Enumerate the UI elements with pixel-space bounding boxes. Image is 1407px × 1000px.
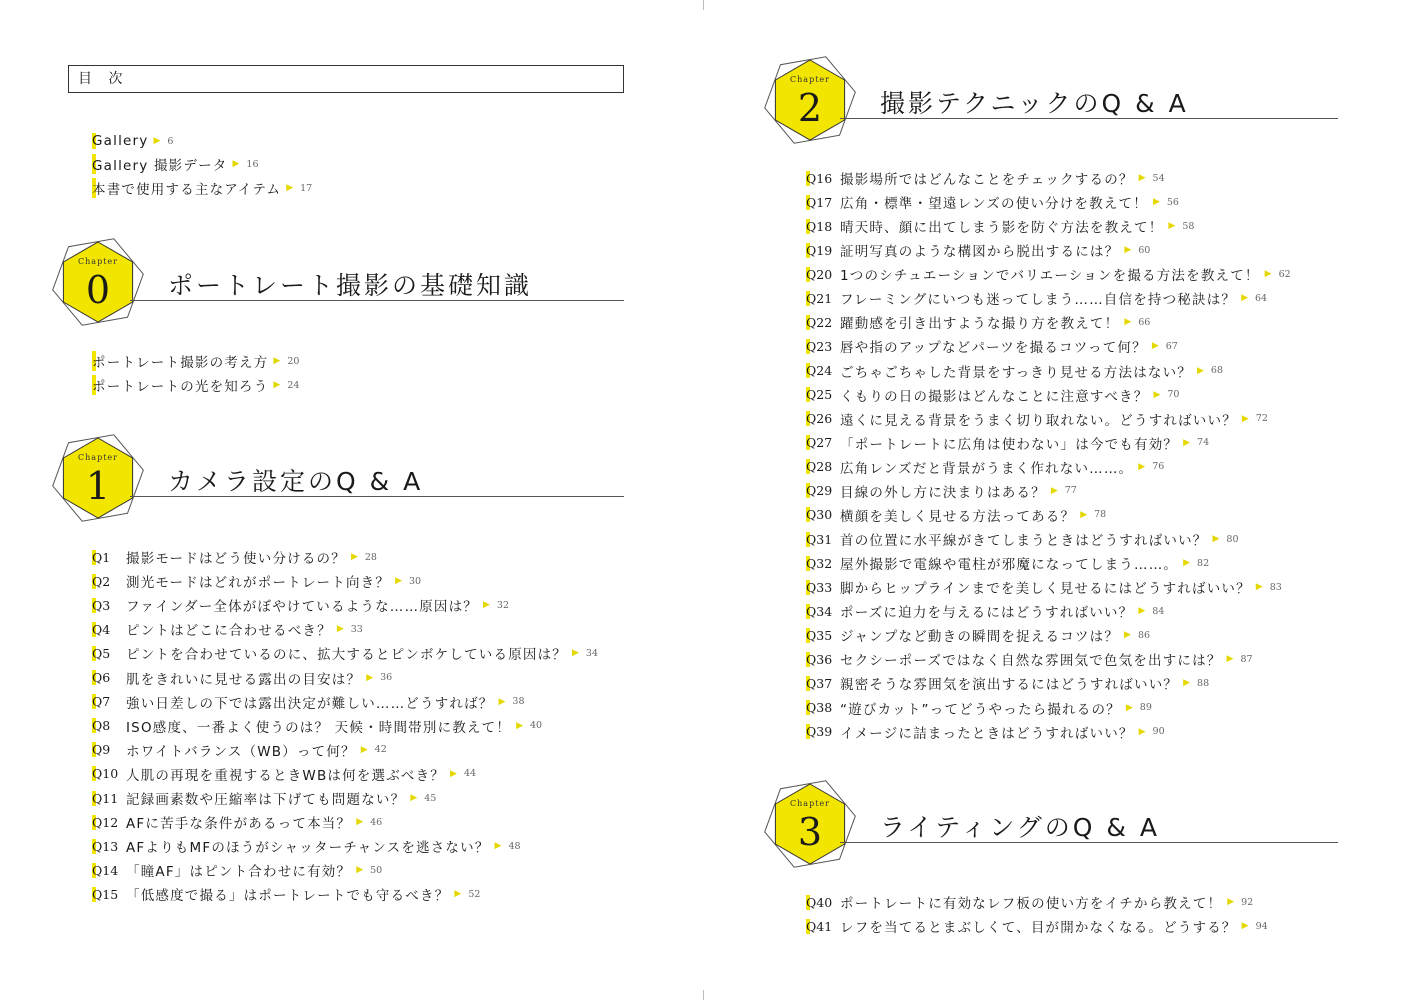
page-pointer-icon: ▶: [1124, 317, 1132, 328]
toc-entry[interactable]: [806, 385, 1179, 405]
page-number: 67: [1165, 340, 1178, 352]
page-number: 48: [508, 840, 521, 852]
entry-title: ピントを合わせているのに、拡大するとピンボケしている原因は？: [126, 647, 567, 664]
toc-entry[interactable]: [806, 409, 1268, 429]
page-pointer-icon: ▶: [395, 576, 402, 587]
page-pointer-icon: ▶: [1151, 341, 1159, 352]
entry-title: 肌をきれいに見せる露出の目安は？: [126, 671, 362, 688]
question-number: Q37: [806, 676, 840, 691]
page-number: 42: [374, 744, 387, 756]
toc-entry[interactable]: [806, 481, 1077, 501]
question-number: Q18: [806, 219, 840, 234]
page-pointer-icon: ▶: [498, 696, 506, 707]
page-pointer-icon: ▶: [1255, 582, 1263, 593]
question-number: Q21: [806, 291, 840, 306]
page-pointer-icon: ▶: [494, 841, 502, 852]
question-number: Q28: [806, 459, 840, 474]
toc-entry[interactable]: [806, 288, 1267, 308]
entry-title: 広角レンズだと背景がうまく作れない……。: [840, 460, 1134, 477]
toc-entry[interactable]: [806, 505, 1106, 525]
page-number: 74: [1197, 437, 1210, 449]
question-number: Q22: [806, 315, 840, 330]
page-number: 82: [1197, 557, 1210, 569]
entry-title: 首の位置に水平線がきてしまうときはどうすればいい？: [840, 533, 1208, 550]
page-pointer-icon: ▶: [1212, 534, 1220, 545]
page-number: 28: [364, 551, 377, 563]
page-pointer-icon: ▶: [153, 136, 161, 146]
toc-entry[interactable]: [92, 547, 377, 567]
page-pointer-icon: ▶: [1183, 437, 1191, 448]
toc-entry[interactable]: [806, 529, 1239, 549]
page-number: 80: [1226, 533, 1239, 545]
toc-entry[interactable]: [92, 131, 173, 151]
entry-title: 躍動感を引き出すような撮り方を教えて！: [840, 316, 1120, 333]
entry-title: 本書で使用する主なアイテム: [92, 178, 281, 198]
toc-entry[interactable]: [92, 178, 312, 198]
toc-entry[interactable]: [92, 740, 387, 760]
toc-entry[interactable]: [806, 240, 1150, 260]
page-pointer-icon: ▶: [1138, 461, 1146, 472]
page-pointer-icon: ▶: [1124, 630, 1131, 641]
question-number: Q16: [806, 171, 840, 186]
toc-entry[interactable]: [806, 192, 1179, 212]
page-pointer-icon: ▶: [483, 600, 490, 611]
toc-entry[interactable]: [806, 649, 1253, 669]
chapter-number: 1: [85, 464, 111, 508]
question-number: Q20: [806, 267, 840, 282]
question-number: Q4: [92, 622, 126, 637]
chapter-label: Chapter: [790, 75, 830, 84]
chapter-label: Chapter: [790, 799, 830, 808]
chapter-title: ライティングのQ & A: [880, 813, 1160, 842]
entry-title: 測光モードはどれがポートレート向き？: [126, 575, 391, 592]
entry-title: ファインダー全体がぼやけているような……原因は？: [126, 599, 478, 616]
page-number: 54: [1152, 172, 1165, 184]
entry-title: “遊びカット”ってどうやったら撮れるの？: [840, 701, 1121, 718]
entry-title: Gallery 撮影データ: [92, 154, 227, 174]
toc-entry[interactable]: [806, 698, 1152, 718]
toc-entry[interactable]: [92, 836, 521, 856]
chapter-hexagon-badge: [48, 428, 148, 532]
page-number: 24: [287, 379, 300, 391]
toc-entry[interactable]: [92, 812, 382, 832]
page-pointer-icon: ▶: [454, 889, 462, 900]
page-pointer-icon: ▶: [1241, 413, 1249, 424]
question-number: Q1: [92, 550, 126, 565]
question-number: Q19: [806, 243, 840, 258]
chapter-title: 撮影テクニックのQ & A: [880, 89, 1189, 118]
entry-title: 「ポートレートに広角は使わない」は今でも有効？: [840, 436, 1179, 453]
question-number: Q39: [806, 724, 840, 739]
page-pointer-icon: ▶: [1138, 726, 1146, 737]
page-pointer-icon: ▶: [356, 865, 364, 876]
toc-entry[interactable]: [806, 433, 1209, 453]
page-pointer-icon: ▶: [273, 356, 281, 366]
page-number: 17: [300, 182, 313, 194]
page-pointer-icon: ▶: [1153, 389, 1161, 400]
page-pointer-icon: ▶: [1226, 654, 1234, 665]
entry-title: 晴天時、顔に出てしまう影を防ぐ方法を教えて！: [840, 220, 1164, 237]
page-number: 40: [530, 720, 543, 732]
gutter-bottom-mark: [703, 990, 704, 1000]
page-number: 30: [408, 575, 422, 587]
entry-title: 横顔を美しく見せる方法ってある？: [840, 508, 1076, 525]
chapter-label: Chapter: [78, 257, 118, 266]
question-number: Q23: [806, 339, 840, 354]
toc-entry[interactable]: [806, 577, 1282, 597]
question-number: Q11: [92, 791, 126, 806]
page-number: 16: [246, 158, 259, 170]
page-number: 20: [287, 355, 300, 367]
page-number: 33: [350, 623, 363, 635]
question-number: Q15: [92, 887, 126, 902]
page-number: 45: [424, 792, 437, 804]
entry-title: セクシーポーズではなく自然な雰囲気で色気を出すには？: [840, 653, 1222, 670]
chapter-label: Chapter: [78, 453, 118, 462]
entry-title: イメージに詰まったときはどうすればいい？: [840, 725, 1134, 742]
question-number: Q25: [806, 387, 840, 402]
page-number: 88: [1197, 677, 1210, 689]
toc-header: 目 次: [78, 71, 129, 87]
entry-title: 「瞳AF」はピント合わせに有効？: [126, 864, 352, 881]
chapter-rule: [840, 842, 1338, 843]
toc-entry[interactable]: [806, 361, 1223, 381]
entry-title: Gallery: [92, 133, 149, 149]
question-number: Q3: [92, 598, 126, 613]
entry-title: 脚からヒップラインまでを美しく見せるにはどうすればいい？: [840, 581, 1251, 598]
entry-title: フレーミングにいつも迷ってしまう……自信を持つ秘訣は？: [840, 292, 1237, 309]
entry-title: 広角・標準・望遠レンズの使い分けを教えて！: [840, 196, 1148, 213]
page-number: 60: [1138, 244, 1151, 256]
question-number: Q31: [806, 532, 840, 547]
question-number: Q24: [806, 363, 840, 378]
toc-entry[interactable]: [92, 619, 363, 639]
question-number: Q40: [806, 895, 840, 910]
toc-entry[interactable]: [806, 892, 1253, 912]
page-number: 32: [496, 599, 510, 611]
chapter-number: 3: [797, 810, 823, 854]
toc-entry[interactable]: [806, 673, 1209, 693]
question-number: Q26: [806, 411, 840, 426]
page-pointer-icon: ▶: [572, 648, 579, 659]
chapter-hexagon-badge: [760, 50, 860, 154]
page-pointer-icon: ▶: [273, 380, 281, 390]
page-pointer-icon: ▶: [1183, 558, 1191, 569]
page-pointer-icon: ▶: [360, 744, 368, 755]
page-number: 38: [512, 696, 525, 708]
entry-title: 1つのシチュエーションでバリエーションを撮る方法を教えて！: [840, 268, 1260, 285]
entry-title: 遠くに見える背景をうまく切り取れない。どうすればいい？: [840, 412, 1237, 429]
page-pointer-icon: ▶: [356, 817, 364, 828]
page-gutter: [703, 0, 704, 1000]
toc-entry[interactable]: [806, 625, 1150, 645]
page-pointer-icon: ▶: [1183, 678, 1191, 689]
question-number: Q14: [92, 863, 126, 878]
question-number: Q9: [92, 742, 126, 757]
page-pointer-icon: ▶: [450, 768, 457, 779]
chapter-title: カメラ設定のQ & A: [168, 467, 424, 496]
entry-title: ポートレート撮影の考え方: [92, 351, 268, 371]
page-pointer-icon: ▶: [1241, 293, 1249, 304]
toc-entry[interactable]: [92, 595, 509, 615]
page-number: 52: [468, 888, 481, 900]
question-number: Q5: [92, 646, 126, 661]
chapter-hexagon-badge: [48, 232, 148, 336]
page-pointer-icon: ▶: [1125, 702, 1133, 713]
toc-entry[interactable]: [92, 692, 525, 712]
question-number: Q27: [806, 435, 840, 450]
toc-entry[interactable]: [806, 336, 1178, 356]
entry-title: ピントはどこに合わせるべき？: [126, 623, 332, 640]
page-pointer-icon: ▶: [1138, 606, 1146, 617]
page-pointer-icon: ▶: [1241, 921, 1249, 931]
page-pointer-icon: ▶: [350, 552, 358, 562]
toc-entry[interactable]: [92, 884, 480, 904]
page-pointer-icon: ▶: [1124, 245, 1132, 256]
toc-entry[interactable]: [806, 216, 1194, 236]
page-pointer-icon: ▶: [1227, 897, 1235, 907]
question-number: Q10: [92, 766, 126, 781]
chapter-rule: [840, 118, 1338, 119]
entry-title: ISO感度、一番よく使うのは？ 天候・時間帯別に教えて！: [126, 719, 512, 736]
toc-entry[interactable]: [92, 154, 259, 174]
page-number: 94: [1255, 920, 1268, 932]
toc-entry[interactable]: [92, 375, 299, 395]
entry-title: レフを当てるとまぶしくて、目が開かなくなる。どうする？: [840, 920, 1237, 936]
page-number: 86: [1137, 629, 1151, 641]
page-number: 6: [167, 135, 174, 147]
chapter-rule: [130, 496, 624, 497]
chapter-hexagon-badge: [760, 774, 860, 878]
page-number: 89: [1139, 702, 1152, 714]
page-pointer-icon: ▶: [1168, 221, 1176, 232]
question-number: Q38: [806, 700, 840, 715]
entry-title: ジャンプなど動きの瞬間を捉えるコツは？: [840, 629, 1120, 646]
page-number: 50: [370, 864, 383, 876]
toc-entry[interactable]: [806, 722, 1165, 742]
toc-entry[interactable]: [92, 716, 542, 736]
page-number: 72: [1255, 413, 1268, 425]
question-number: Q2: [92, 574, 126, 589]
page-number: 44: [463, 768, 477, 780]
entry-title: AFよりもMFのほうがシャッターチャンスを逃さない？: [126, 840, 490, 857]
toc-entry[interactable]: [92, 643, 598, 663]
question-number: Q17: [806, 195, 840, 210]
entry-title: ポートレートの光を知ろう: [92, 375, 268, 395]
page-pointer-icon: ▶: [410, 793, 418, 803]
page-number: 70: [1167, 389, 1180, 401]
entry-title: 記録画素数や圧縮率は下げても問題ない？: [126, 792, 406, 808]
page-pointer-icon: ▶: [366, 672, 374, 683]
toc-entry[interactable]: [92, 668, 392, 688]
page-number: 58: [1182, 220, 1195, 232]
chapter-rule: [130, 300, 624, 301]
entry-title: ポートレートに有効なレフ板の使い方をイチから教えて！: [840, 896, 1223, 912]
page-pointer-icon: ▶: [516, 720, 523, 731]
entry-title: 証明写真のような構図から脱出するには？: [840, 244, 1120, 261]
page-number: 83: [1269, 581, 1282, 593]
entry-title: AFに苦手な条件があるって本当？: [126, 816, 352, 833]
page-number: 66: [1138, 316, 1151, 328]
toc-entry[interactable]: [92, 788, 436, 808]
page-pointer-icon: ▶: [1138, 173, 1146, 183]
question-number: Q12: [92, 815, 126, 830]
page-number: 92: [1241, 896, 1254, 908]
question-number: Q33: [806, 580, 840, 595]
entry-title: 唇や指のアップなどパーツを撮るコツって何？: [840, 340, 1147, 357]
entry-title: 親密そうな雰囲気を演出するにはどうすればいい？: [840, 677, 1179, 694]
page-number: 90: [1152, 726, 1165, 738]
entry-title: 「低感度で撮る」はポートレートでも守るべき？: [126, 888, 450, 905]
question-number: Q29: [806, 483, 840, 498]
page-pointer-icon: ▶: [1197, 365, 1204, 376]
page-number: 76: [1152, 461, 1165, 473]
page-number: 64: [1255, 292, 1268, 304]
toc-entry[interactable]: [806, 312, 1150, 332]
page-number: 36: [380, 672, 393, 683]
page-pointer-icon: ▶: [1050, 485, 1058, 496]
toc-entry[interactable]: [806, 457, 1164, 477]
question-number: Q7: [92, 694, 126, 709]
page-pointer-icon: ▶: [1080, 509, 1088, 520]
toc-header-box: [68, 65, 624, 93]
toc-entry[interactable]: [806, 553, 1209, 573]
entry-title: ポーズに迫力を与えるにはどうすればいい？: [840, 605, 1134, 622]
entry-title: 撮影場所ではどんなことをチェックするの？: [840, 172, 1134, 188]
question-number: Q32: [806, 556, 840, 571]
question-number: Q30: [806, 507, 840, 522]
question-number: Q13: [92, 839, 126, 854]
page-number: 56: [1166, 196, 1179, 208]
entry-title: 屋外撮影で電線や電柱が邪魔になってしまう……。: [840, 557, 1179, 574]
chapter-number: 0: [85, 268, 111, 312]
page-pointer-icon: ▶: [1264, 269, 1272, 280]
page-pointer-icon: ▶: [286, 183, 294, 193]
entry-title: 人肌の再現を重視するときWBは何を選ぶべき？: [126, 767, 446, 784]
entry-title: 目線の外し方に決まりはある？: [840, 484, 1046, 501]
page-pointer-icon: ▶: [232, 159, 240, 169]
entry-title: 撮影モードはどう使い分けるの？: [126, 551, 346, 567]
page-number: 84: [1152, 605, 1165, 617]
entry-title: ごちゃごちゃした背景をすっきり見せる方法はない？: [840, 364, 1192, 381]
page-number: 46: [370, 816, 383, 828]
toc-entry[interactable]: [92, 860, 382, 880]
chapter-title: ポートレート撮影の基礎知識: [168, 271, 533, 300]
chapter-number: 2: [797, 86, 823, 130]
toc-entry[interactable]: [806, 264, 1291, 284]
page-number: 87: [1240, 653, 1253, 665]
toc-entry[interactable]: [92, 571, 421, 591]
page-number: 78: [1094, 509, 1107, 521]
question-number: Q35: [806, 628, 840, 643]
page-number: 62: [1278, 268, 1291, 280]
gutter-top-mark: [703, 0, 704, 10]
page-number: 68: [1210, 365, 1224, 377]
entry-title: ホワイトバランス（WB）って何？: [126, 743, 356, 760]
page-pointer-icon: ▶: [336, 624, 344, 635]
question-number: Q8: [92, 718, 126, 733]
question-number: Q34: [806, 604, 840, 619]
toc-entry[interactable]: [806, 601, 1164, 621]
question-number: Q36: [806, 652, 840, 667]
page-pointer-icon: ▶: [1152, 197, 1160, 208]
question-number: Q41: [806, 919, 840, 934]
toc-entry[interactable]: [806, 168, 1165, 188]
toc-entry[interactable]: [92, 351, 299, 371]
toc-entry[interactable]: [92, 764, 476, 784]
entry-title: 強い日差しの下では露出決定が難しい……どうすれば？: [126, 695, 494, 712]
page-number: 34: [585, 647, 599, 659]
entry-title: くもりの日の撮影はどんなことに注意すべき？: [840, 388, 1149, 405]
question-number: Q6: [92, 670, 126, 685]
toc-entry[interactable]: [806, 916, 1268, 936]
page-number: 77: [1064, 485, 1077, 497]
